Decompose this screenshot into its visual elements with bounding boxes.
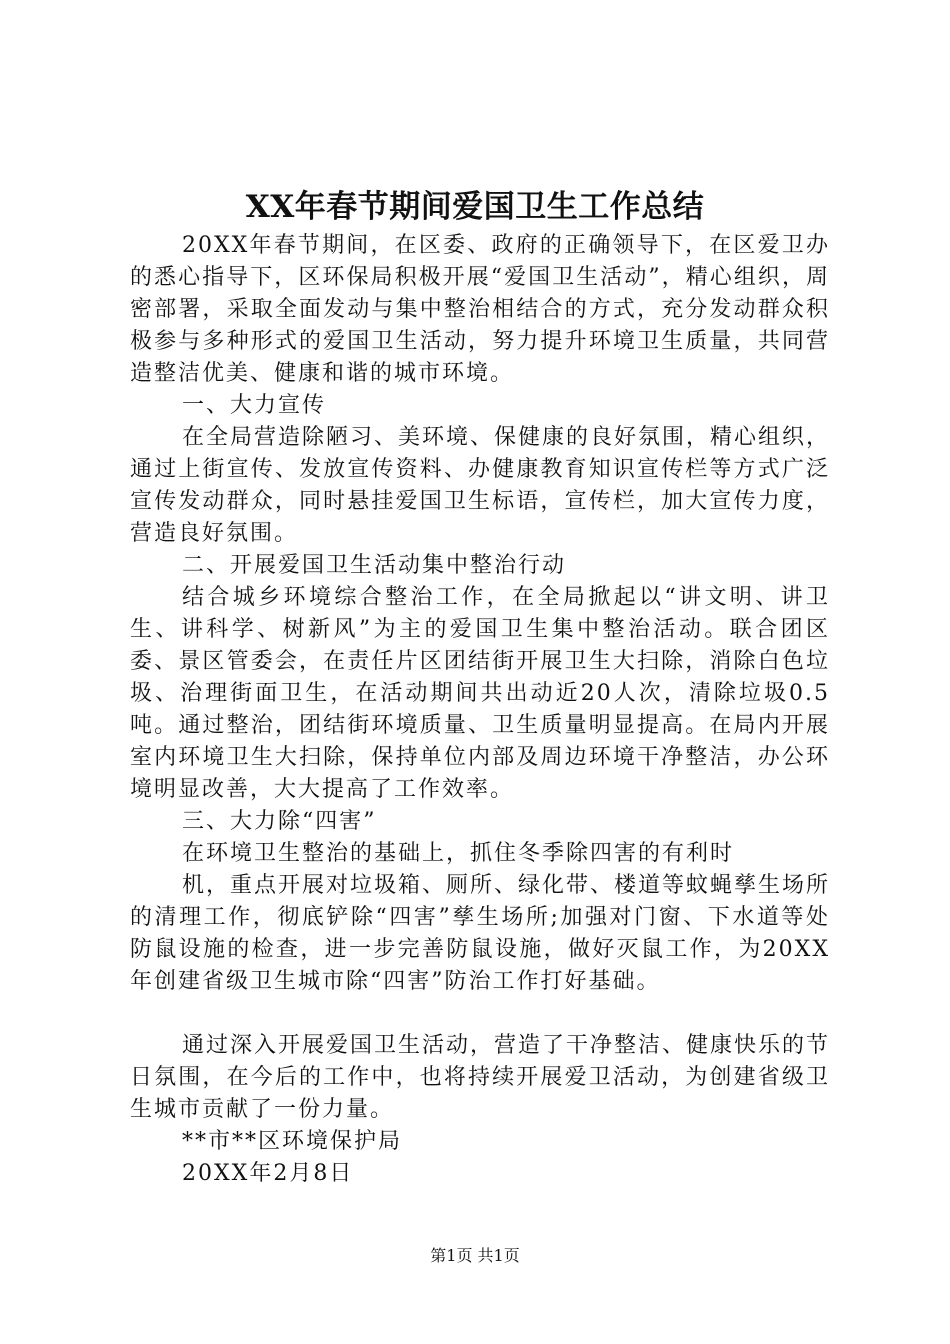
section-heading-3: 三、大力除“四害” (182, 809, 377, 834)
section-heading-1: 一、大力宣传 (182, 393, 327, 418)
intro-paragraph: 20XX年春节期间，在区委、政府的正确领导下，在区爱卫办的悉心指导下，区环保局积极开展“爱国卫生活动”，精心组织，周密部署，采取全面发动与集中整治相结合的方式，充分发动群众积极参与多种形式的爱国卫生活动，努力提升环境卫生质量，共同营造整洁优美、健康和谐的城市环境。 (130, 233, 830, 386)
section-paragraph-3-first-line: 在环境卫生整治的基础上，抓住冬季除四害的有利时 (182, 841, 735, 866)
signature-line: **市**区环境保护局 (182, 1129, 403, 1154)
page-footer: 第1页 共1页 (430, 1246, 520, 1265)
section-paragraph-3: 机，重点开展对垃圾箱、厕所、绿化带、楼道等蚊蝇孳生场所的清理工作，彻底铲除“四害”孳生场所;加强对门窗、下水道等处防鼠设施的检查，进一步完善防鼠设施，做好灭鼠工作，为20XX年创建省级卫生城市除“四害”防治工作打好基础。 (130, 873, 831, 994)
blank-line (130, 998, 830, 1030)
document-title: XX年春节期间爱国卫生工作总结 (245, 189, 705, 225)
section-paragraph-1: 在全局营造除陋习、美环境、保健康的良好氛围，精心组织，通过上街宣传、发放宣传资料、办健康教育知识宣传栏等方式广泛宣传发动群众，同时悬挂爱国卫生标语，宣传栏，加大宣传力度，营造良好氛围。 (130, 425, 831, 546)
conclusion-paragraph: 通过深入开展爱国卫生活动，营造了干净整洁、健康快乐的节日氛围，在今后的工作中，也将持续开展爱卫活动，为创建省级卫生城市贡献了一份力量。 (130, 1033, 831, 1122)
document-body (130, 230, 830, 1190)
section-heading-2: 二、开展爱国卫生活动集中整治行动 (182, 553, 567, 578)
section-paragraph-2: 结合城乡环境综合整治工作，在全局掀起以“讲文明、讲卫生、讲科学、树新风”为主的爱国卫生集中整治活动。联合团区委、景区管委会，在责任片区团结街开展卫生大扫除，消除白色垃圾、治理街面卫生，在活动期间共出动近20人次，清除垃圾0.5吨。通过整治，团结街环境质量、卫生质量明显提高。在局内开展室内环境卫生大扫除，保持单位内部及周边环境干净整洁，办公环境明显改善，大大提高了工作效率。 (130, 585, 830, 802)
date-line: 20XX年2月8日 (182, 1161, 354, 1186)
